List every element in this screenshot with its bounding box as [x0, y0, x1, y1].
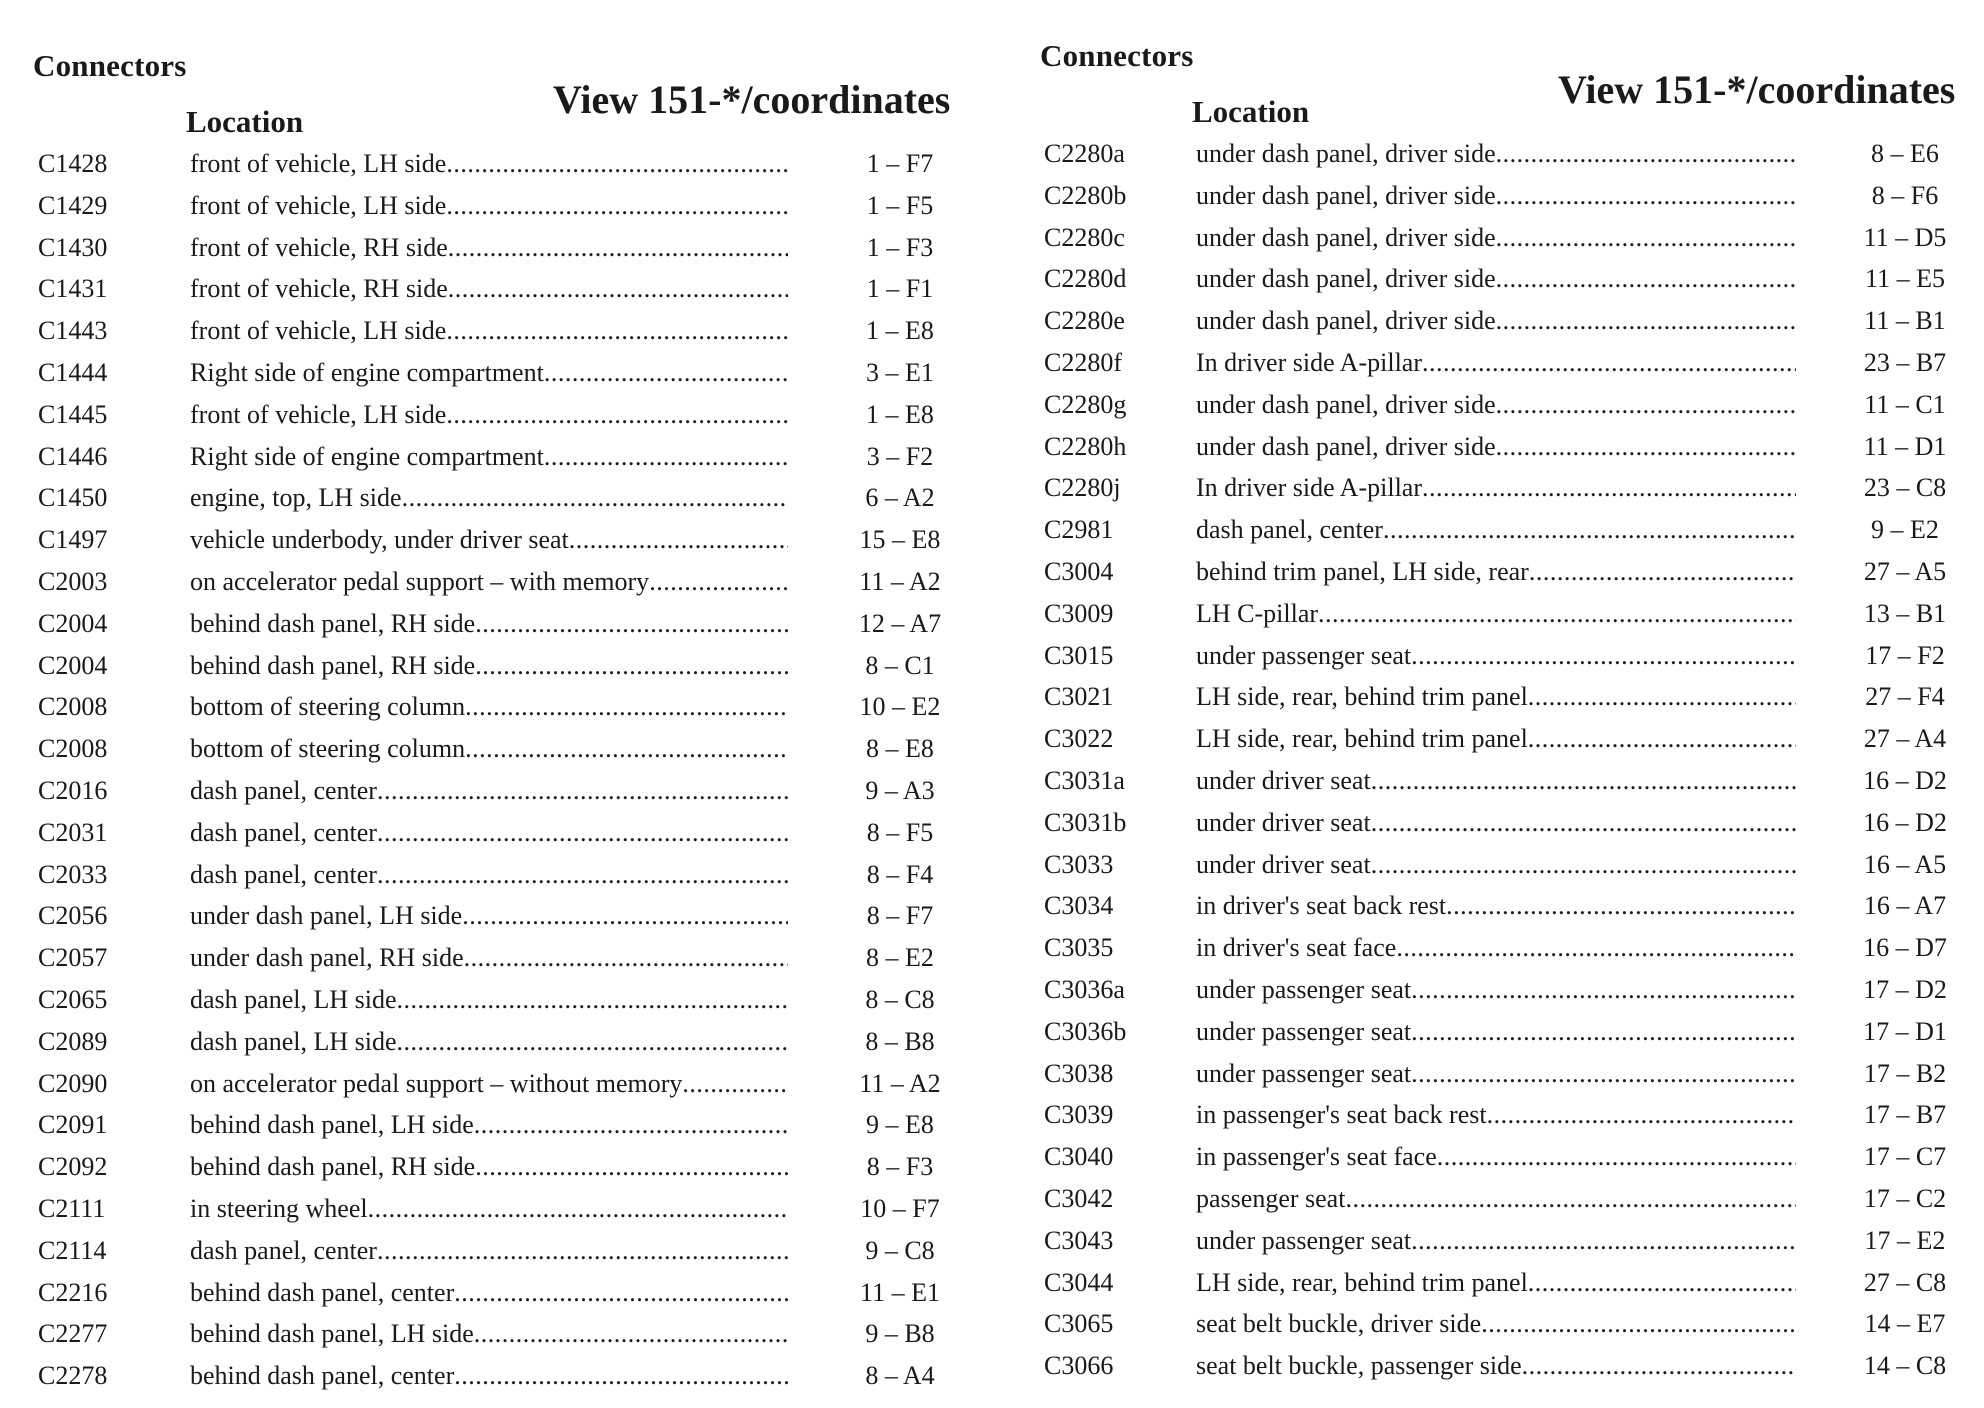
- connector-code: C1429: [38, 190, 108, 220]
- connector-view-coordinate: 14 – C8: [1863, 1351, 1947, 1381]
- connector-row: [1000, 426, 1960, 468]
- connector-view-coordinate: 8 – F6: [1871, 180, 1939, 210]
- connector-code: C3022: [1044, 724, 1114, 754]
- connector-view-coordinate: 23 – B7: [1863, 347, 1947, 377]
- connector-location: front of vehicle, LH side .....: [190, 185, 788, 227]
- connector-view-coordinate: 17 – E2: [1864, 1225, 1946, 1255]
- connector-row: [1000, 969, 1960, 1011]
- connector-view-coordinate: 8 – C1: [865, 650, 935, 680]
- connector-code: C2111: [38, 1193, 106, 1223]
- connector-view-coordinate: 14 – E7: [1864, 1309, 1946, 1339]
- connector-code: C1443: [38, 316, 108, 346]
- connector-code: C2056: [38, 901, 108, 931]
- connector-row: [0, 185, 960, 227]
- connector-row: [1000, 300, 1960, 342]
- connector-row: [1000, 1011, 1960, 1053]
- connector-view-coordinate: 3 – F2: [866, 441, 934, 471]
- connector-location: on accelerator pedal support – with memory .....: [190, 561, 788, 603]
- connector-code: C2280h: [1044, 431, 1127, 461]
- connector-row: [1000, 593, 1960, 635]
- connector-code: C1444: [38, 357, 108, 387]
- connector-location: LH C-pillar .....: [1196, 593, 1796, 635]
- connector-row: [0, 645, 960, 687]
- connector-code: C3066: [1044, 1351, 1114, 1381]
- connector-view-coordinate: 11 – A2: [859, 1068, 941, 1098]
- connector-location: front of vehicle, LH side .....: [190, 143, 788, 185]
- connector-row: [1000, 342, 1960, 384]
- connector-code: C1445: [38, 399, 108, 429]
- connector-view-coordinate: 8 – F5: [866, 817, 934, 847]
- connector-location: engine, top, LH side .....: [190, 477, 788, 519]
- connector-location: front of vehicle, LH side .....: [190, 310, 788, 352]
- connector-code: C3031a: [1044, 765, 1125, 795]
- connector-location: under dash panel, driver side .....: [1196, 258, 1796, 300]
- connector-row: [1000, 1303, 1960, 1345]
- connector-view-coordinate: 17 – B2: [1863, 1058, 1947, 1088]
- connector-row: [0, 143, 960, 185]
- connector-code: C1450: [38, 483, 108, 513]
- connector-location: under dash panel, driver side .....: [1196, 175, 1796, 217]
- connector-location: LH side, rear, behind trim panel .....: [1196, 676, 1796, 718]
- connector-location: dash panel, center .....: [190, 1230, 788, 1272]
- connector-location: bottom of steering column .....: [190, 686, 788, 728]
- connector-view-coordinate: 9 – A3: [865, 775, 935, 805]
- connector-code: C1497: [38, 525, 108, 555]
- connector-row: [0, 561, 960, 603]
- connector-code: C2280j: [1044, 473, 1121, 503]
- connector-code: C2003: [38, 566, 108, 596]
- connector-view-coordinate: 27 – A4: [1863, 724, 1947, 754]
- connector-row: [1000, 175, 1960, 217]
- connector-location: front of vehicle, LH side .....: [190, 394, 788, 436]
- connector-location: front of vehicle, RH side .....: [190, 268, 788, 310]
- connector-location: under passenger seat .....: [1196, 1053, 1796, 1095]
- connector-row: [0, 1355, 960, 1397]
- connector-location: In driver side A-pillar .....: [1196, 342, 1796, 384]
- connector-location: in driver's seat back rest .....: [1196, 885, 1796, 927]
- connector-code: C3044: [1044, 1267, 1114, 1297]
- connector-location: dash panel, LH side .....: [190, 1021, 788, 1063]
- connector-view-coordinate: 8 – E2: [866, 943, 934, 973]
- connector-code: C2004: [38, 650, 108, 680]
- connector-code: C2057: [38, 943, 108, 973]
- connector-view-coordinate: 17 – C2: [1863, 1183, 1947, 1213]
- connector-row: [1000, 1053, 1960, 1095]
- connector-code: C2280c: [1044, 222, 1125, 252]
- connector-location: bottom of steering column .....: [190, 728, 788, 770]
- connector-row: [0, 1272, 960, 1314]
- connector-location: in passenger's seat back rest .....: [1196, 1094, 1796, 1136]
- connector-row: [0, 1146, 960, 1188]
- connector-row: [0, 310, 960, 352]
- connector-row: [1000, 1262, 1960, 1304]
- connector-location: dash panel, center .....: [190, 812, 788, 854]
- connector-location: under driver seat .....: [1196, 802, 1796, 844]
- connector-row: [0, 394, 960, 436]
- connector-location: dash panel, LH side .....: [190, 979, 788, 1021]
- connector-code: C2089: [38, 1026, 108, 1056]
- connector-row: [0, 268, 960, 310]
- connector-code: C3033: [1044, 849, 1114, 879]
- connector-row: [0, 1230, 960, 1272]
- connector-view-coordinate: 16 – D2: [1863, 807, 1947, 837]
- connector-code: C1446: [38, 441, 108, 471]
- connector-code: C2280d: [1044, 264, 1127, 294]
- connector-code: C3021: [1044, 682, 1114, 712]
- connector-code: C3038: [1044, 1058, 1114, 1088]
- connector-code: C2008: [38, 734, 108, 764]
- connector-code: C3031b: [1044, 807, 1127, 837]
- connector-row: [1000, 676, 1960, 718]
- connector-code: C2981: [1044, 515, 1114, 545]
- connector-location: behind dash panel, RH side .....: [190, 645, 788, 687]
- connector-location: under driver seat .....: [1196, 760, 1796, 802]
- connector-code: C3035: [1044, 933, 1114, 963]
- connector-location: behind dash panel, RH side .....: [190, 603, 788, 645]
- connector-code: C2008: [38, 692, 108, 722]
- connector-location: passenger seat .....: [1196, 1178, 1796, 1220]
- connector-location: under passenger seat .....: [1196, 635, 1796, 677]
- connector-view-coordinate: 1 – F7: [866, 149, 934, 178]
- connector-code: C2004: [38, 608, 108, 638]
- connector-location: under dash panel, driver side .....: [1196, 300, 1796, 342]
- connector-row: [0, 227, 960, 269]
- connector-row: [1000, 1345, 1960, 1387]
- connector-view-coordinate: 27 – F4: [1865, 682, 1945, 712]
- connector-row: [1000, 718, 1960, 760]
- connector-code: C2114: [38, 1235, 107, 1265]
- connector-row: [1000, 927, 1960, 969]
- connector-code: C2031: [38, 817, 108, 847]
- connector-row: [1000, 802, 1960, 844]
- connector-location: in steering wheel .....: [190, 1188, 788, 1230]
- connector-code: C2016: [38, 775, 108, 805]
- connector-row: [1000, 551, 1960, 593]
- connector-location: LH side, rear, behind trim panel .....: [1196, 1262, 1796, 1304]
- connector-code: C2280b: [1044, 180, 1127, 210]
- connector-view-coordinate: 17 – D2: [1863, 974, 1947, 1004]
- connector-code: C3004: [1044, 556, 1114, 586]
- connector-view-coordinate: 6 – A2: [865, 483, 935, 513]
- connector-code: C2280f: [1044, 347, 1122, 377]
- connector-view-coordinate: 17 – F2: [1865, 640, 1945, 670]
- connector-row: [0, 519, 960, 561]
- connector-view-coordinate: 9 – E8: [866, 1110, 934, 1140]
- connector-location: under passenger seat .....: [1196, 1220, 1796, 1262]
- view-coordinates-column-header: View 151-*/coordinates: [553, 77, 951, 122]
- connector-row: [0, 603, 960, 645]
- connector-row: [1000, 217, 1960, 259]
- connector-view-coordinate: 3 – E1: [866, 357, 934, 387]
- connector-code: C1430: [38, 232, 108, 262]
- connector-row: [1000, 635, 1960, 677]
- connector-view-coordinate: 1 – F5: [866, 190, 934, 220]
- connector-code: C2033: [38, 859, 108, 889]
- connector-location: vehicle underbody, under driver seat .....: [190, 519, 788, 561]
- connector-code: C1428: [38, 149, 108, 178]
- connector-row: [0, 1063, 960, 1105]
- connector-view-coordinate: 17 – D1: [1863, 1016, 1947, 1046]
- connector-code: C2277: [38, 1319, 108, 1349]
- connector-view-coordinate: 1 – E8: [866, 399, 934, 429]
- connector-view-coordinate: 23 – C8: [1863, 473, 1947, 503]
- connector-location: Right side of engine compartment .....: [190, 436, 788, 478]
- connector-view-coordinate: 16 – A7: [1863, 891, 1947, 921]
- connector-view-coordinate: 11 – E1: [860, 1277, 940, 1307]
- connector-location: behind dash panel, LH side .....: [190, 1313, 788, 1355]
- connector-row: [0, 1313, 960, 1355]
- connector-row: [0, 1188, 960, 1230]
- connector-location: behind dash panel, LH side .....: [190, 1104, 788, 1146]
- view-coordinates-column-header: View 151-*/coordinates: [1558, 67, 1956, 112]
- connector-view-coordinate: 8 – F7: [866, 901, 934, 931]
- connectors-panel-left: [0, 0, 960, 1408]
- connector-view-coordinate: 16 – A5: [1863, 849, 1947, 879]
- connector-row: [1000, 1178, 1960, 1220]
- connector-code: C3039: [1044, 1100, 1114, 1130]
- connector-location: in passenger's seat face .....: [1196, 1136, 1796, 1178]
- connector-view-coordinate: 8 – F3: [866, 1152, 934, 1182]
- connector-view-coordinate: 1 – F3: [866, 232, 934, 262]
- connector-row: [0, 854, 960, 896]
- connector-view-coordinate: 11 – A2: [859, 566, 941, 596]
- connector-location: seat belt buckle, driver side .....: [1196, 1303, 1796, 1345]
- connector-location: in driver's seat face .....: [1196, 927, 1796, 969]
- connector-view-coordinate: 8 – B8: [865, 1026, 935, 1056]
- connector-code: C3042: [1044, 1183, 1114, 1213]
- connector-code: C2280e: [1044, 306, 1125, 336]
- connector-view-coordinate: 9 – B8: [865, 1319, 935, 1349]
- connector-code: C2280a: [1044, 139, 1125, 168]
- connector-row: [0, 812, 960, 854]
- connector-row: [0, 436, 960, 478]
- connector-code: C3043: [1044, 1225, 1114, 1255]
- connector-row: [0, 1104, 960, 1146]
- connector-location: under dash panel, driver side .....: [1196, 217, 1796, 259]
- connector-code: C1431: [38, 274, 108, 304]
- connector-location: LH side, rear, behind trim panel .....: [1196, 718, 1796, 760]
- connectors-panel-right: [1000, 0, 1960, 1398]
- connector-view-coordinate: 9 – E2: [1871, 515, 1939, 545]
- connector-location: behind trim panel, LH side, rear .....: [1196, 551, 1796, 593]
- connector-row: [0, 979, 960, 1021]
- connector-location: on accelerator pedal support – without memory .....: [190, 1063, 788, 1105]
- connector-location: under driver seat .....: [1196, 844, 1796, 886]
- connector-code: C2092: [38, 1152, 108, 1182]
- connector-view-coordinate: 17 – B7: [1863, 1100, 1947, 1130]
- connector-row: [0, 477, 960, 519]
- connector-code: C3015: [1044, 640, 1114, 670]
- connector-view-coordinate: 10 – F7: [860, 1193, 940, 1223]
- connector-view-coordinate: 11 – D1: [1863, 431, 1947, 461]
- connector-location: behind dash panel, center .....: [190, 1355, 788, 1397]
- connector-location: behind dash panel, center .....: [190, 1272, 788, 1314]
- connector-row: [1000, 133, 1960, 175]
- connector-code: C3040: [1044, 1142, 1114, 1172]
- connector-row: [1000, 1220, 1960, 1262]
- connector-location: under passenger seat .....: [1196, 969, 1796, 1011]
- connector-code: C3036a: [1044, 974, 1125, 1004]
- connector-code: C2278: [38, 1361, 108, 1391]
- connector-row: [0, 686, 960, 728]
- connector-row: [1000, 885, 1960, 927]
- connector-row: [0, 728, 960, 770]
- connector-view-coordinate: 8 – E6: [1871, 139, 1939, 168]
- connector-row: [1000, 760, 1960, 802]
- connector-view-coordinate: 1 – E8: [866, 316, 934, 346]
- connector-location: under dash panel, RH side .....: [190, 937, 788, 979]
- connector-location: seat belt buckle, passenger side .....: [1196, 1345, 1796, 1387]
- connector-view-coordinate: 16 – D2: [1863, 765, 1947, 795]
- connector-location: under dash panel, driver side .....: [1196, 384, 1796, 426]
- connector-location: under passenger seat .....: [1196, 1011, 1796, 1053]
- connector-row: [1000, 258, 1960, 300]
- section-title: Connectors: [33, 48, 187, 83]
- connector-location: dash panel, center .....: [190, 854, 788, 896]
- connector-view-coordinate: 27 – C8: [1863, 1267, 1947, 1297]
- connector-view-coordinate: 8 – F4: [866, 859, 934, 889]
- connector-row: [1000, 509, 1960, 551]
- connector-code: C3034: [1044, 891, 1114, 921]
- connector-row: [1000, 1136, 1960, 1178]
- connector-row: [0, 895, 960, 937]
- connector-view-coordinate: 10 – E2: [859, 692, 941, 722]
- connector-code: C3036b: [1044, 1016, 1127, 1046]
- connector-view-coordinate: 11 – B1: [1864, 306, 1946, 336]
- connector-view-coordinate: 13 – B1: [1863, 598, 1947, 628]
- connector-location: under dash panel, driver side .....: [1196, 133, 1796, 175]
- connector-row: [1000, 844, 1960, 886]
- connector-code: C3009: [1044, 598, 1114, 628]
- connector-view-coordinate: 12 – A7: [858, 608, 942, 638]
- connector-row: [1000, 467, 1960, 509]
- connector-location: front of vehicle, RH side .....: [190, 227, 788, 269]
- connector-code: C2090: [38, 1068, 108, 1098]
- connector-row: [1000, 384, 1960, 426]
- connector-location: dash panel, center .....: [1196, 509, 1796, 551]
- connector-view-coordinate: 8 – C8: [865, 984, 935, 1014]
- section-title: Connectors: [1040, 38, 1194, 73]
- connector-location: In driver side A-pillar .....: [1196, 467, 1796, 509]
- connector-row: [0, 770, 960, 812]
- connector-view-coordinate: 27 – A5: [1863, 556, 1947, 586]
- connector-list: [1000, 133, 1960, 1387]
- location-column-header: Location: [1192, 94, 1310, 129]
- connector-code: C2216: [38, 1277, 108, 1307]
- connector-location: behind dash panel, RH side .....: [190, 1146, 788, 1188]
- connector-row: [0, 1021, 960, 1063]
- connector-list: [0, 143, 960, 1397]
- connector-view-coordinate: 11 – E5: [1865, 264, 1945, 294]
- connector-row: [0, 937, 960, 979]
- connector-view-coordinate: 16 – D7: [1863, 933, 1947, 963]
- connector-code: C3065: [1044, 1309, 1114, 1339]
- connector-view-coordinate: 11 – D5: [1863, 222, 1947, 252]
- connector-location: dash panel, center .....: [190, 770, 788, 812]
- connector-location: Right side of engine compartment .....: [190, 352, 788, 394]
- connector-view-coordinate: 11 – C1: [1864, 389, 1946, 419]
- connector-view-coordinate: 8 – A4: [865, 1361, 935, 1391]
- connector-code: C2091: [38, 1110, 108, 1140]
- connector-view-coordinate: 17 – C7: [1863, 1142, 1947, 1172]
- connector-view-coordinate: 15 – E8: [859, 525, 941, 555]
- connector-location: under dash panel, LH side .....: [190, 895, 788, 937]
- connector-row: [0, 352, 960, 394]
- connector-view-coordinate: 8 – E8: [866, 734, 934, 764]
- connector-location: under dash panel, driver side .....: [1196, 426, 1796, 468]
- connector-view-coordinate: 1 – F1: [866, 274, 934, 304]
- connector-row: [1000, 1094, 1960, 1136]
- connector-view-coordinate: 9 – C8: [865, 1235, 935, 1265]
- connector-code: C2065: [38, 984, 108, 1014]
- connector-code: C2280g: [1044, 389, 1127, 419]
- location-column-header: Location: [186, 104, 304, 139]
